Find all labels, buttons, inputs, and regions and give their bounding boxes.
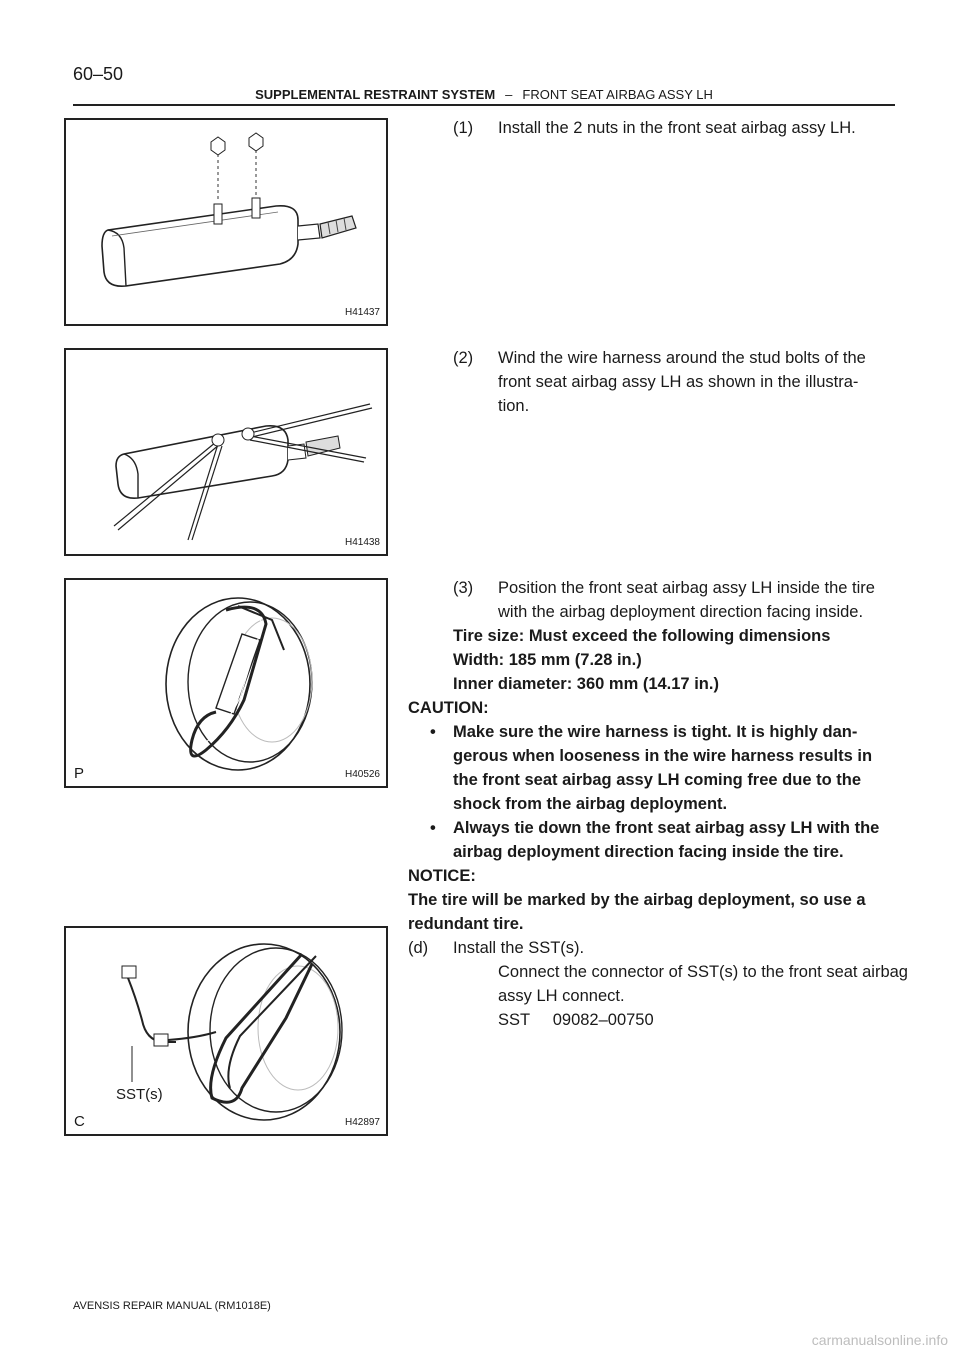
notice-label: NOTICE: (408, 867, 476, 885)
page-header (73, 86, 895, 104)
bullet-icon: • (430, 723, 436, 741)
airbag-nuts-illustration (66, 120, 386, 324)
sst-connect-illustration (66, 928, 386, 1134)
figure-wire-harness (64, 348, 388, 556)
manual-footer: AVENSIS REPAIR MANUAL (RM1018E) (73, 1300, 271, 1312)
tire-width: Width: 185 mm (7.28 in.) (453, 651, 642, 669)
caution-line: the front seat airbag assy LH coming free due to the (453, 771, 861, 789)
figure-sst-connect (64, 926, 388, 1136)
figure-tire-position (64, 578, 388, 788)
sst-part-number: SST 09082–00750 (498, 1011, 654, 1029)
figure-letter: P (74, 765, 85, 782)
watermark: carmanualsonline.info (811, 1332, 948, 1348)
page-number: 60–50 (73, 64, 124, 84)
figure-code: H42897 (344, 1117, 380, 1128)
notice-line: redundant tire. (408, 915, 524, 933)
step-2-line: front seat airbag assy LH as shown in the illustra- (498, 373, 859, 391)
caution-line: shock from the airbag deployment. (453, 795, 728, 813)
step-3-line: Position the front seat airbag assy LH inside the tire (498, 579, 875, 597)
caution-line: Make sure the wire harness is tight. It is highly dan- (453, 723, 858, 741)
caution-line: gerous when looseness in the wire harness results in (453, 747, 873, 765)
caution-label: CAUTION: (408, 699, 489, 717)
tire-inner-diameter: Inner diameter: 360 mm (14.17 in.) (453, 675, 719, 693)
step-d-line: assy LH connect. (498, 987, 625, 1005)
step-1 (453, 116, 893, 142)
step-2-line: tion. (498, 397, 530, 415)
figure-airbag-nuts (64, 118, 388, 326)
step-d-label: (d) (408, 939, 429, 957)
bullet-icon: • (430, 819, 436, 837)
tire-size-title: Tire size: Must exceed the following dimensions (453, 627, 831, 645)
step-2-line: Wind the wire harness around the stud bolts of the (498, 349, 866, 367)
caution-line: Always tie down the front seat airbag assy LH with the (453, 819, 880, 837)
step-d-line: Connect the connector of SST(s) to the front seat airbag (498, 963, 908, 981)
caution-line: airbag deployment direction facing inside the tire. (453, 843, 844, 861)
step-label: (1) (453, 119, 474, 137)
tire-position-illustration (66, 580, 386, 786)
sst-callout-label: SST(s) (116, 1086, 163, 1103)
step-2-label: (2) (453, 349, 474, 367)
step-3-line: with the airbag deployment direction facing inside. (498, 603, 864, 621)
figure-code: H41437 (344, 307, 380, 318)
figure-code: H41438 (344, 537, 380, 548)
wire-harness-illustration (66, 350, 386, 554)
step-text: Install the 2 nuts in the front seat airbag assy LH. (498, 119, 856, 137)
header-rule (73, 104, 895, 106)
subsection-title: FRONT SEAT AIRBAG ASSY LH (522, 87, 713, 102)
notice-line: The tire will be marked by the airbag deployment, so use a (408, 891, 866, 909)
step-3-label: (3) (453, 579, 474, 597)
figure-code: H40526 (344, 769, 380, 780)
section-title: SUPPLEMENTAL RESTRAINT SYSTEM (255, 87, 496, 102)
figure-letter: C (74, 1113, 85, 1130)
header-separator: – (505, 87, 513, 102)
step-d-title: Install the SST(s). (453, 939, 585, 957)
